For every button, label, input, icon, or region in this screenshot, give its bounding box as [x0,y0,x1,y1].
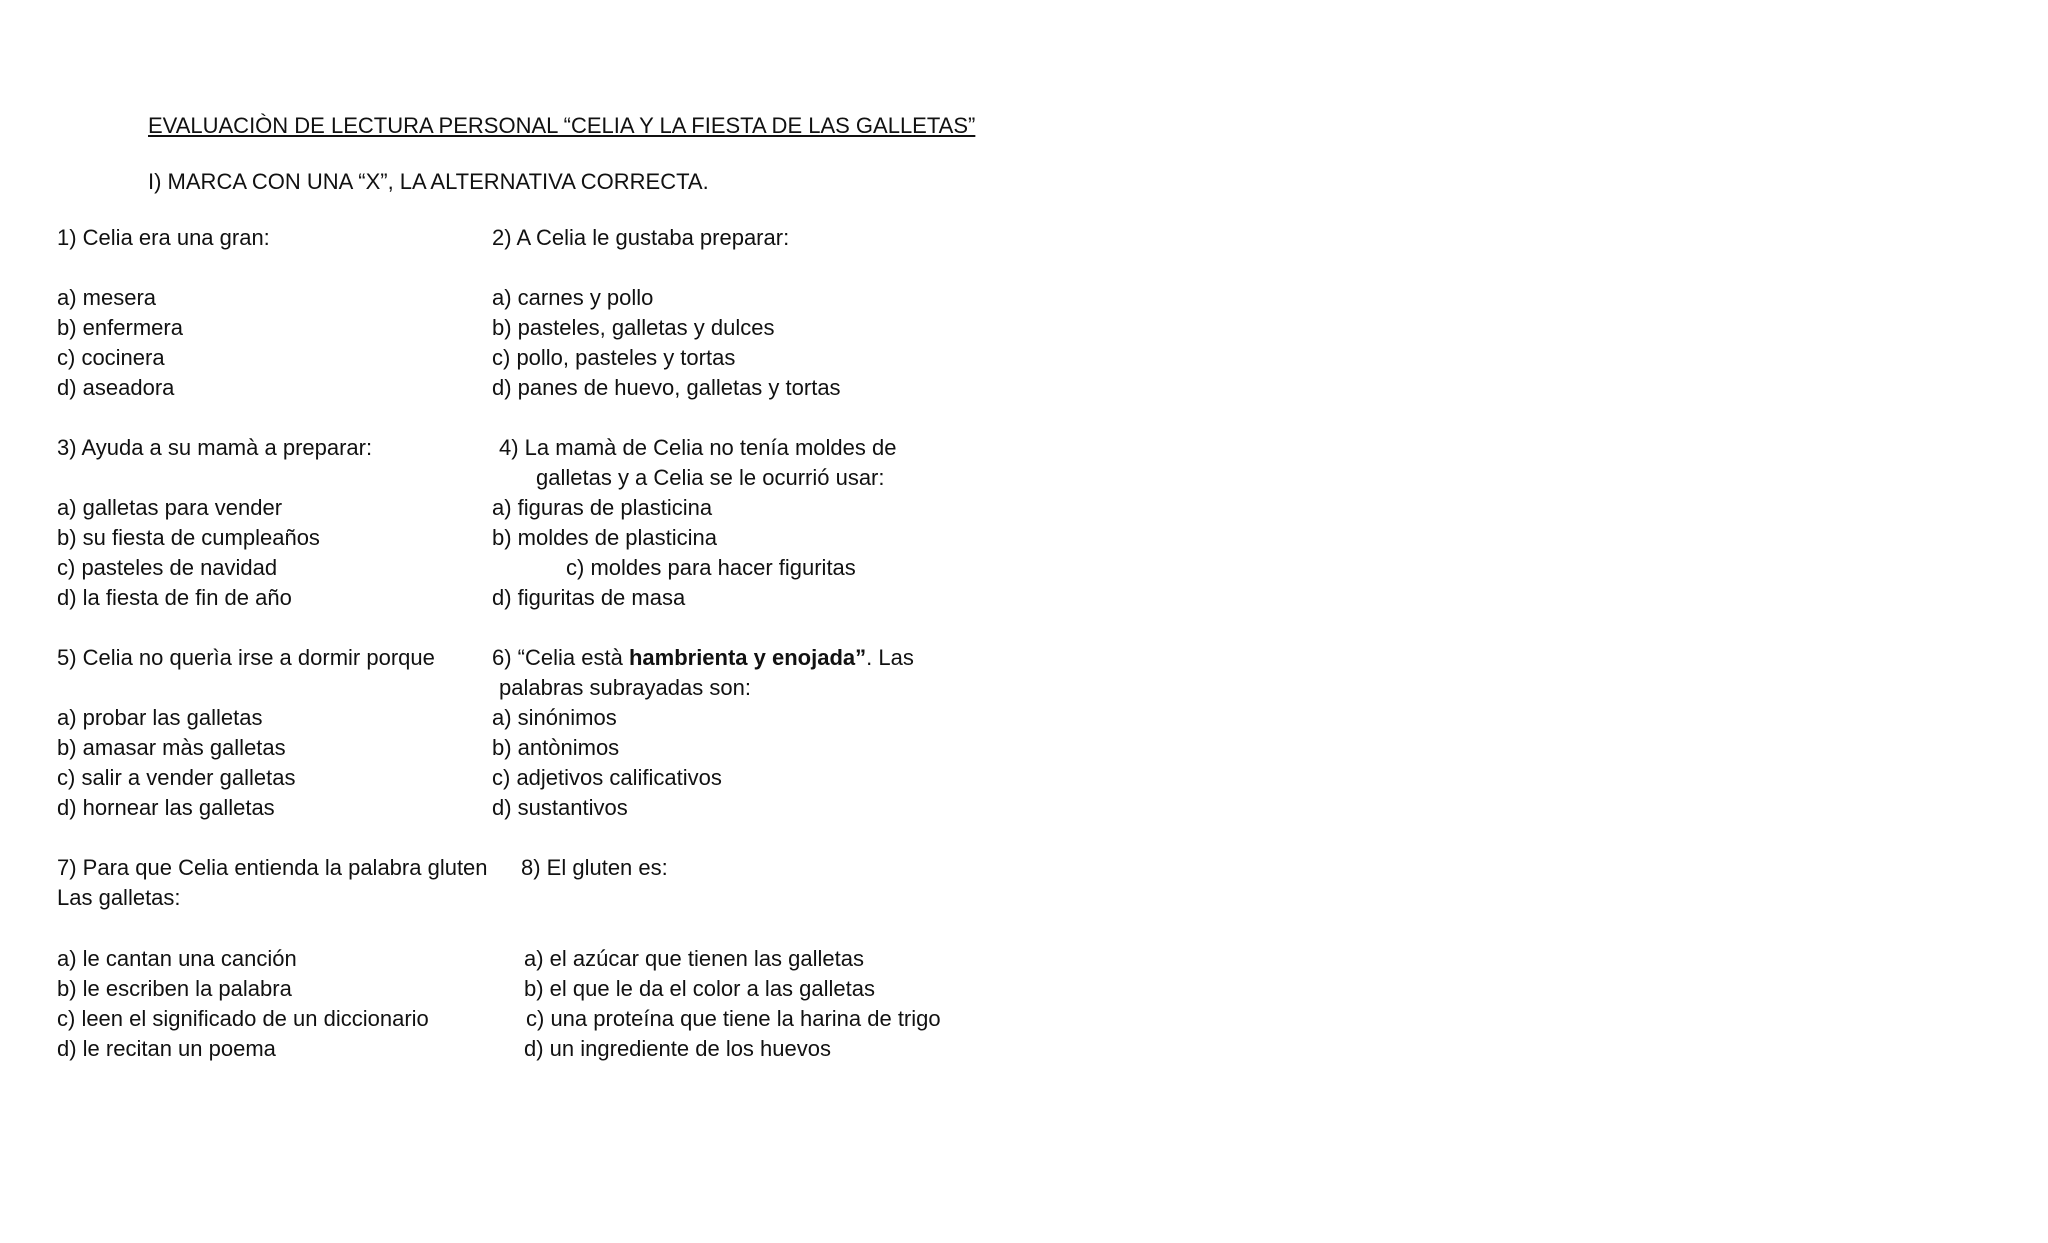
q1-option-a: a) mesera [57,285,157,310]
q6-text-prefix: 6) “Celia està [492,645,629,670]
q4-option-d: d) figuritas de masa [492,585,686,610]
question-2: 2) A Celia le gustaba preparar: [492,225,790,250]
q2-option-a: a) carnes y pollo [492,285,654,310]
question-3: 3) Ayuda a su mamà a preparar: [57,435,373,460]
question-5: 5) Celia no querìa irse a dormir porque [57,645,435,670]
q5-option-d: d) hornear las galletas [57,795,275,820]
page-title: EVALUACIÒN DE LECTURA PERSONAL “CELIA Y LA FIESTA DE LAS GALLETAS” [148,113,976,138]
q8-option-a: a) el azúcar que tienen las galletas [524,946,864,971]
q3-option-d: d) la fiesta de fin de año [57,585,292,610]
q3-option-a: a) galletas para vender [57,495,283,520]
q3-option-b: b) su fiesta de cumpleaños [57,525,320,550]
q4-option-c: c) moldes para hacer figuritas [566,555,856,580]
question-4-line-1: 4) La mamà de Celia no tenía moldes de [499,435,897,460]
q1-option-b: b) enfermera [57,315,183,340]
question-7-line-1: 7) Para que Celia entienda la palabra gluten [57,855,488,880]
q8-option-d: d) un ingrediente de los huevos [524,1036,831,1061]
q7-option-d: d) le recitan un poema [57,1036,276,1061]
q2-option-b: b) pasteles, galletas y dulces [492,315,775,340]
q1-option-c: c) cocinera [57,345,165,370]
question-8: 8) El gluten es: [521,855,668,880]
q6-option-d: d) sustantivos [492,795,628,820]
q7-option-a: a) le cantan una canción [57,946,297,971]
q5-option-c: c) salir a vender galletas [57,765,296,790]
q5-option-b: b) amasar màs galletas [57,735,286,760]
q7-option-b: b) le escriben la palabra [57,976,292,1001]
q6-option-a: a) sinónimos [492,705,617,730]
q6-option-b: b) antònimos [492,735,620,760]
q7-option-c: c) leen el significado de un diccionario [57,1006,429,1031]
q5-option-a: a) probar las galletas [57,705,263,730]
q8-option-b: b) el que le da el color a las galletas [524,976,875,1001]
q1-option-d: d) aseadora [57,375,175,400]
question-6-line-1 [492,643,914,673]
q8-option-c: c) una proteína que tiene la harina de trigo [526,1006,941,1031]
q6-text-suffix: . Las [866,645,914,670]
question-6-line-2: palabras subrayadas son: [499,675,751,700]
instruction: I) MARCA CON UNA “X”, LA ALTERNATIVA CORRECTA. [148,169,709,194]
q3-option-c: c) pasteles de navidad [57,555,278,580]
q4-option-b: b) moldes de plasticina [492,525,718,550]
question-7-line-2: Las galletas: [57,885,181,910]
question-4-line-2: galletas y a Celia se le ocurrió usar: [536,465,885,490]
q6-bold-words: hambrienta y enojada” [628,645,867,670]
q6-option-c: c) adjetivos calificativos [492,765,722,790]
question-1: 1) Celia era una gran: [57,225,270,250]
q2-option-c: c) pollo, pasteles y tortas [492,345,736,370]
q4-option-a: a) figuras de plasticina [492,495,713,520]
q2-option-d: d) panes de huevo, galletas y tortas [492,375,841,400]
